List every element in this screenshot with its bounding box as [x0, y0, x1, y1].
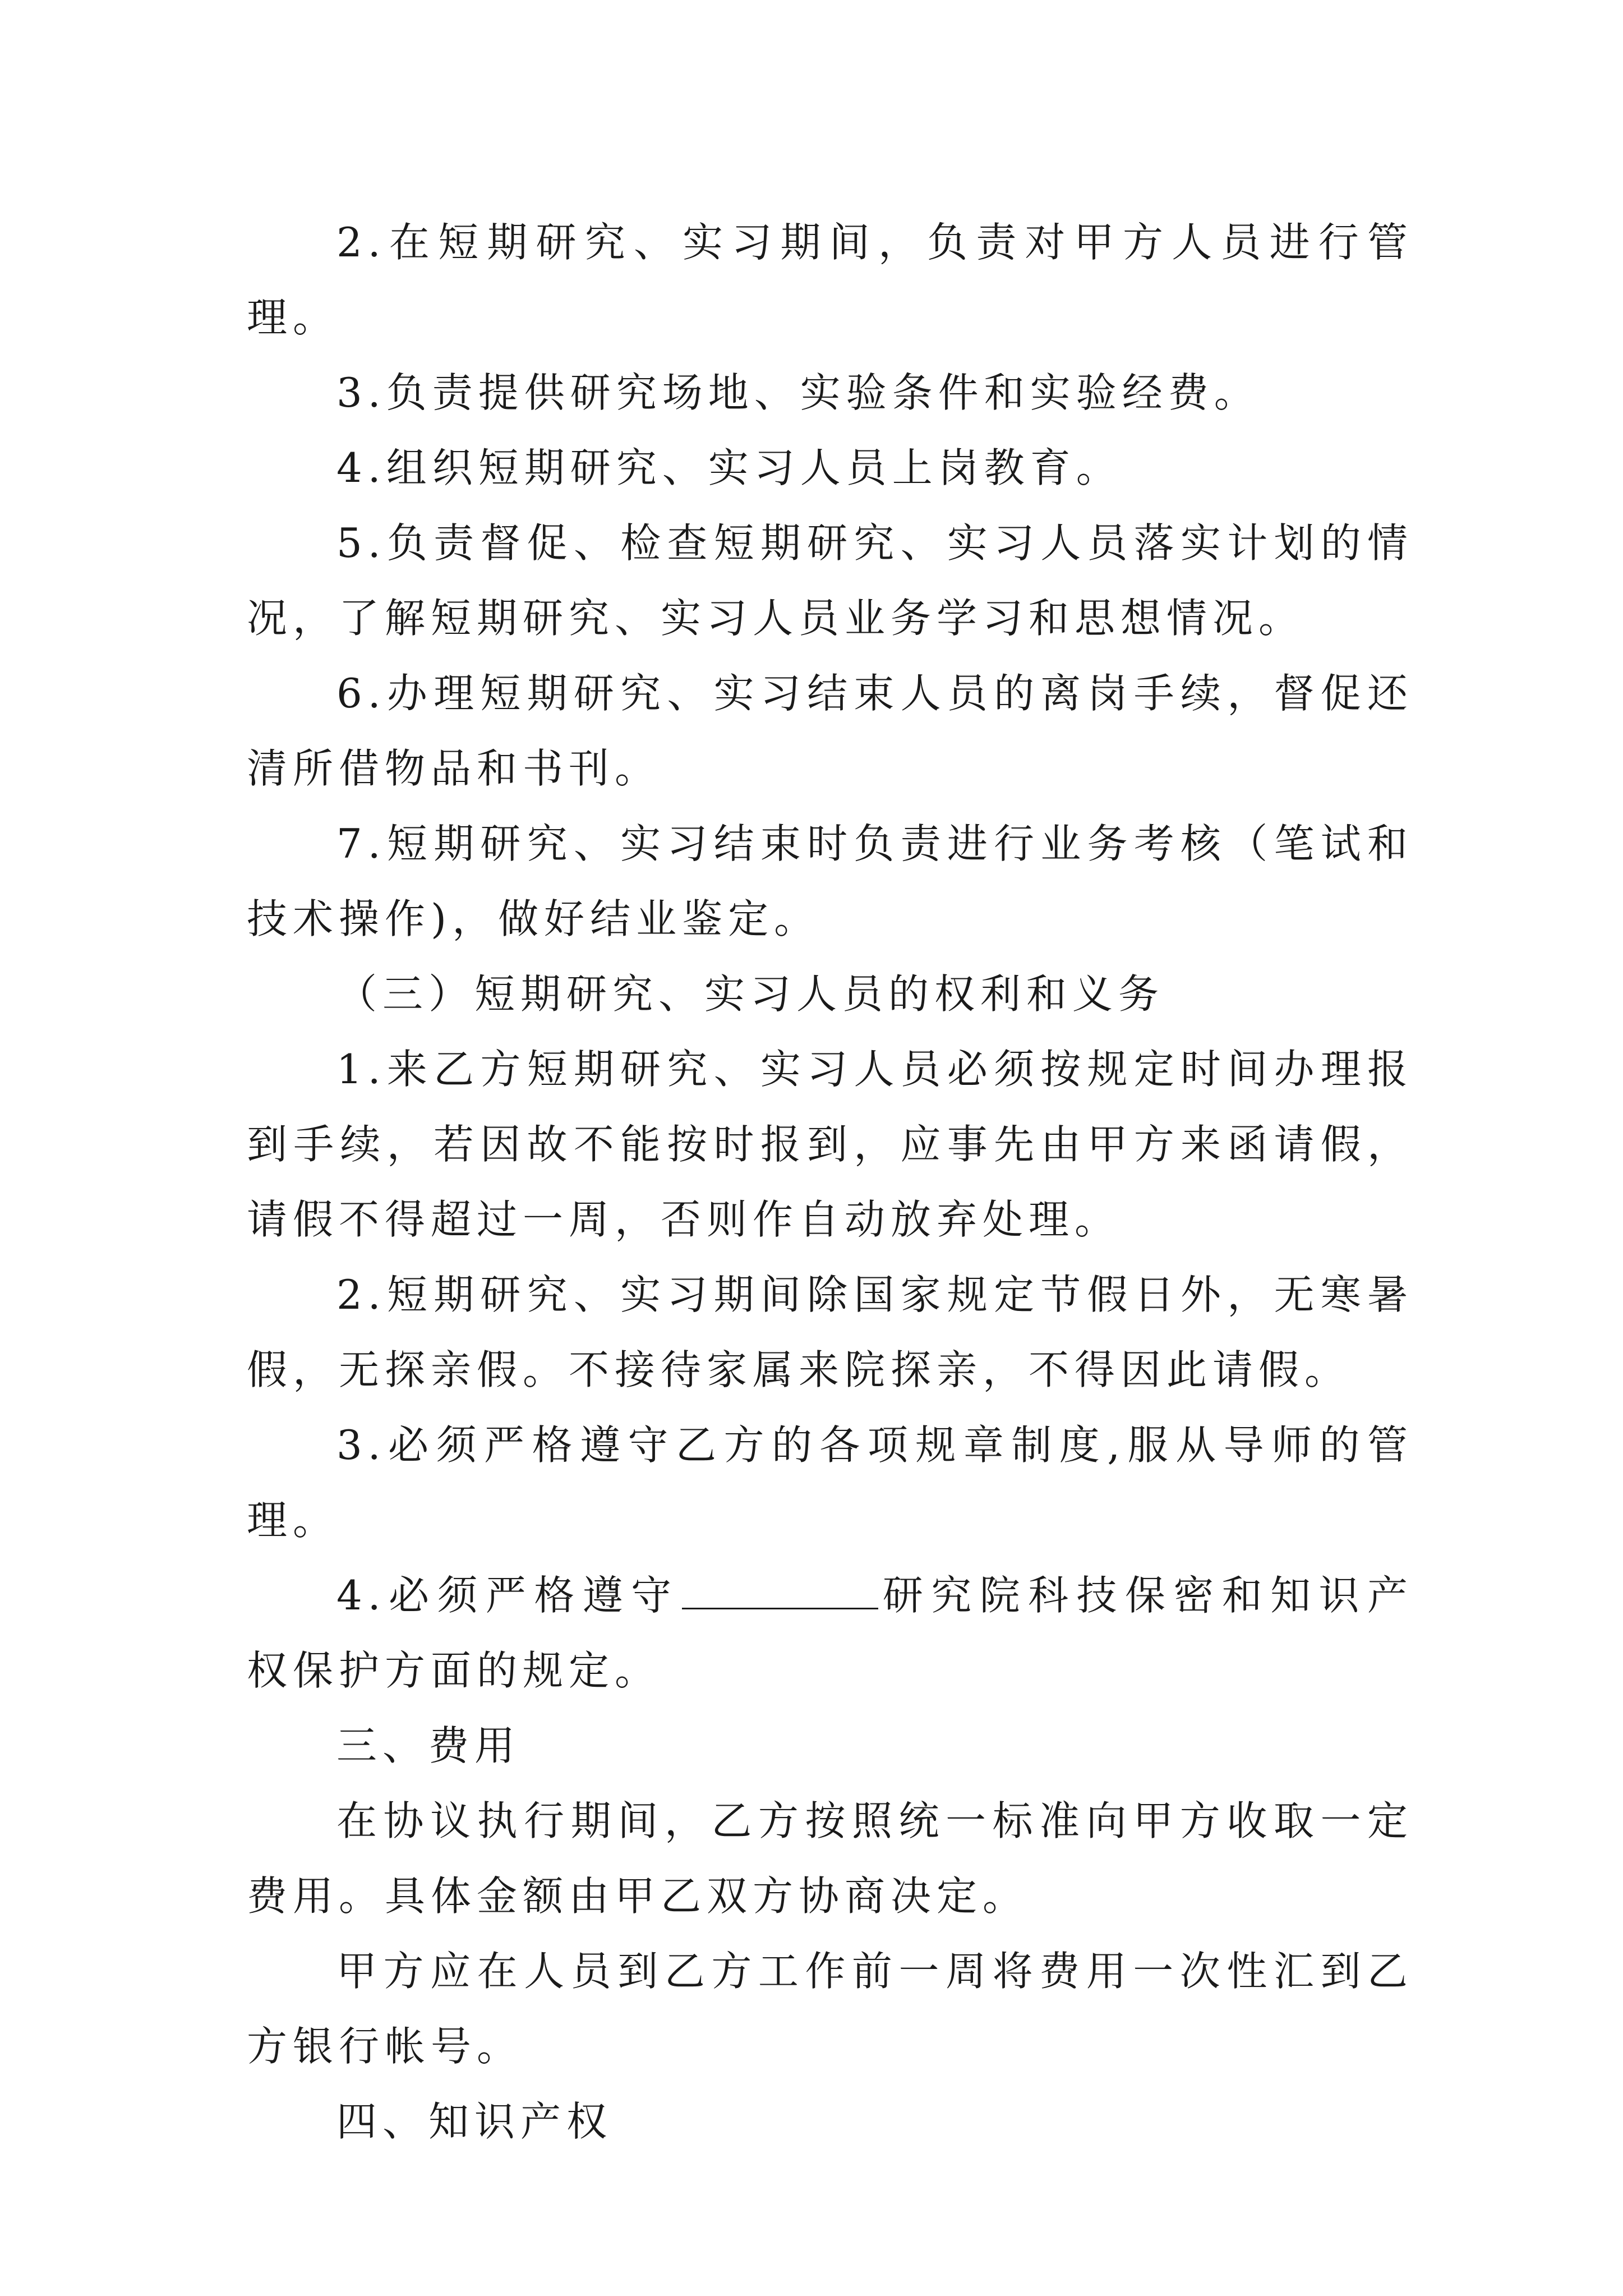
section-heading: （三）短期研究、实习人员的权利和义务 [336, 970, 1165, 1018]
paragraph: 甲方应在人员到乙方工作前一周将费用一次性汇到乙方银行帐号。 [247, 1948, 1413, 2070]
document-body [247, 205, 1413, 2159]
paragraph: 3.必须严格遵守乙方的各项规章制度,服从导师的管理。 [247, 1421, 1413, 1544]
fill-in-blank [682, 1573, 878, 1609]
paragraph: 2.在短期研究、实习期间，负责对甲方人员进行管理。 [247, 219, 1413, 341]
paragraph: 2.短期研究、实习期间除国家规定节假日外，无寒暑假，无探亲假。不接待家属来院探亲，不得因此请假。 [247, 1271, 1413, 1393]
paragraph [247, 1558, 1413, 1708]
paragraph-text-before-blank: 4.必须严格遵守 [336, 1572, 680, 1619]
paragraph-text-after-blank: 研究院科技保密和知识产权保护方面的规定。 [247, 1572, 1413, 1694]
paragraph: 5.负责督促、检查短期研究、实习人员落实计划的情况，了解短期研究、实习人员业务学习和思想情况。 [247, 519, 1413, 642]
paragraph: 7.短期研究、实习结束时负责进行业务考核（笔试和技术操作)，做好结业鉴定。 [247, 820, 1413, 942]
paragraph: 3.负责提供研究场地、实验条件和实验经费。 [336, 369, 1260, 416]
paragraph: 1.来乙方短期研究、实习人员必须按规定时间办理报到手续，若因故不能按时报到，应事先由甲方来函请假，请假不得超过一周，否则作自动放弃处理。 [247, 1046, 1413, 1243]
section-heading: 三、费用 [336, 1722, 521, 1769]
paragraph: 6.办理短期研究、实习结束人员的离岗手续，督促还清所借物品和书刊。 [247, 670, 1413, 792]
section-heading: 四、知识产权 [336, 2098, 613, 2145]
paragraph: 4.组织短期研究、实习人员上岗教育。 [336, 444, 1122, 491]
paragraph: 在协议执行期间，乙方按照统一标准向甲方收取一定费用。具体金额由甲乙双方协商决定。 [247, 1797, 1413, 1920]
